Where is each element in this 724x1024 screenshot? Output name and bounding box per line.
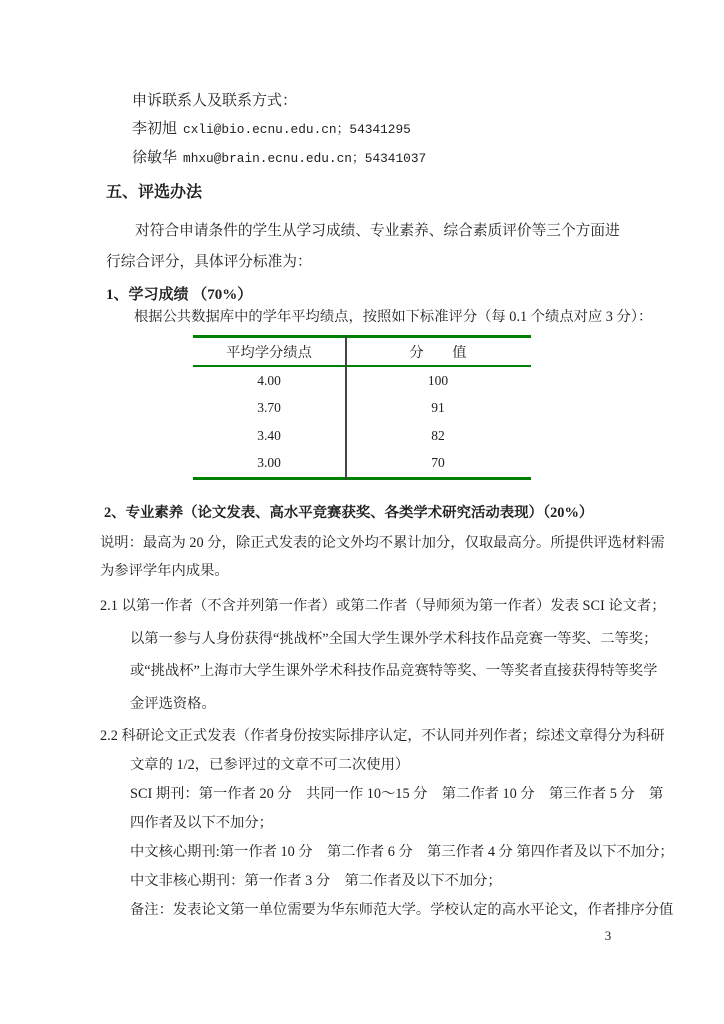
item-line: 四作者及以下不加分； xyxy=(130,815,273,831)
gpa-scoring-description: 根据公共数据库中的学年平均绩点，按照如下标准评分（每 0.1 个绩点对应 3 分）： xyxy=(134,309,653,325)
intro-line: 对符合申请条件的学生从学习成绩、专业素养、综合素质评价等三个方面进 xyxy=(135,223,620,239)
item-line: 2.2 科研论文正式发表（作者身份按实际排序认定，不认同并列作者；综述文章得分为科研 xyxy=(100,728,665,744)
subheading-academic-record: 1、学习成绩 （70%） xyxy=(106,287,253,303)
note-line: 说明：最高为 20 分，除正式发表的论文外均不累计加分，仅取最高分。所提供评选材料需 xyxy=(100,535,665,551)
table-row xyxy=(193,450,531,478)
item-line: 中文核心期刊:第一作者 10 分 第二作者 6 分 第三作者 4 分 第四作者及以下不加分； xyxy=(130,844,674,860)
item-line: 2.1 以第一作者（不含并列第一作者）或第二作者（导师须为第一作者）发表 SCI 论文者； xyxy=(100,598,666,614)
table-header-gpa: 平均学分绩点 xyxy=(226,344,312,361)
note-line: 为参评学年内成果。 xyxy=(100,563,229,579)
page-number: 3 xyxy=(604,928,612,943)
contact-person xyxy=(132,115,426,144)
table-row xyxy=(193,395,531,423)
table-header-row xyxy=(193,338,531,365)
table-row xyxy=(193,367,531,395)
score-cell: 70 xyxy=(431,455,445,471)
gpa-cell: 4.00 xyxy=(257,372,281,388)
item-line: 中文非核心期刊：第一作者 3 分 第二作者及以下不加分； xyxy=(130,873,502,889)
item-line: 文章的 1/2，已参评过的文章不可二次使用） xyxy=(130,757,410,773)
gpa-score-table xyxy=(193,335,531,480)
score-cell: 82 xyxy=(431,427,445,443)
item-line: 以第一参与人身份获得“挑战杯”全国大学生课外学术科技作品竞赛一等奖、二等奖； xyxy=(130,630,658,647)
table-column-divider xyxy=(345,335,347,480)
contact-person xyxy=(132,144,426,173)
gpa-cell: 3.70 xyxy=(257,400,281,416)
contact-name: 李初旭 xyxy=(132,121,178,137)
gpa-cell: 3.00 xyxy=(257,455,281,471)
item-line: 或“挑战杯”上海市大学生课外学术科技作品竞赛特等奖、一等奖者直接获得特等奖学 xyxy=(130,663,658,679)
appeal-contact-block xyxy=(132,87,426,173)
item-2-2-paper-publication-scoring xyxy=(100,722,674,925)
score-cell: 100 xyxy=(427,372,449,388)
table-row xyxy=(193,422,531,450)
contact-email-phone: mhxu@brain.ecnu.edu.cn；54341037 xyxy=(183,151,427,166)
score-cell: 91 xyxy=(431,400,445,416)
item-2-1-special-award-eligibility xyxy=(100,590,666,720)
item-line: 备注：发表论文第一单位需要为华东师范大学。学校认定的高水平论文，作者排序分值 xyxy=(130,902,674,918)
contact-name: 徐敏华 xyxy=(132,150,178,166)
contact-title: 申诉联系人及联系方式： xyxy=(132,93,298,109)
gpa-cell: 3.40 xyxy=(257,427,281,443)
section-intro-paragraph xyxy=(106,216,620,278)
table-body xyxy=(193,367,531,477)
table-header-score: 分 值 xyxy=(409,344,467,361)
table-bottom-rule xyxy=(193,477,531,480)
professional-quality-note xyxy=(100,529,665,585)
subheading-professional-quality: 2、专业素养（论文发表、高水平竞赛获奖、各类学术研究活动表现）（20%） xyxy=(104,505,594,521)
contact-email-phone: cxli@bio.ecnu.edu.cn；54341295 xyxy=(183,122,411,137)
item-line: 金评选资格。 xyxy=(130,695,216,712)
section-heading-evaluation-method: 五、评选办法 xyxy=(106,184,203,201)
intro-line: 行综合评分，具体评分标准为： xyxy=(106,254,312,270)
item-line: SCI 期刊：第一作者 20 分 共同一作 10～15 分 第二作者 10 分 第三作者 5 分 第 xyxy=(130,786,664,802)
